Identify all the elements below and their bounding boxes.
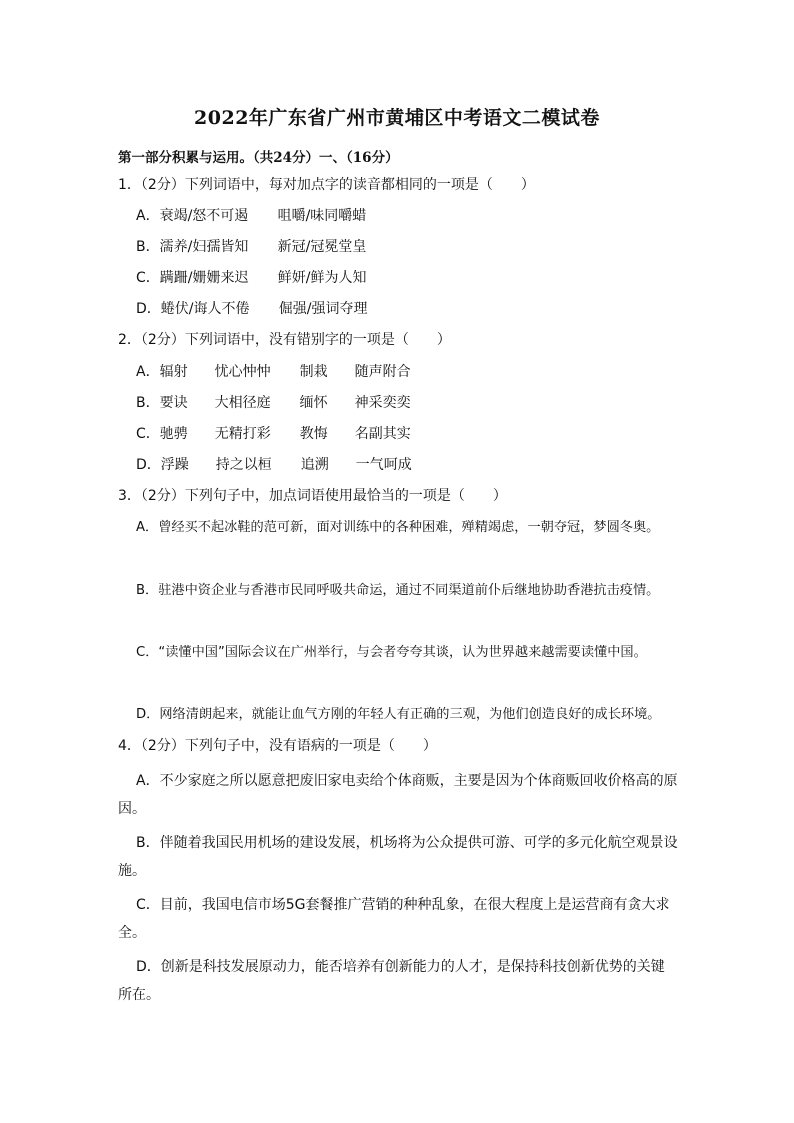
word: 持之以桓: [215, 457, 272, 473]
word: 驰骋: [159, 426, 188, 442]
question-3-option-c: C．“读懂中国”国际会议在广州举行，与会者夸夸其谈，认为世界越来越需要读懂中国。: [136, 645, 647, 660]
question-2-option-c: [136, 424, 411, 444]
word-pair: 倔强/强词夺理: [278, 301, 368, 317]
word-pair: 衰竭/怒不可遏: [159, 208, 249, 224]
word: 辐射: [159, 364, 188, 380]
question-1-option-d: [136, 299, 368, 319]
question-2-stem: 2．（2分）下列词语中，没有错别字的一项是（ ）: [118, 332, 451, 348]
word: 浮躁: [160, 457, 189, 473]
option-label: D．: [136, 301, 161, 317]
page-title: 2022年广东省广州市黄埔区中考语文二模试卷: [194, 107, 600, 129]
word: 随声附合: [354, 364, 411, 380]
question-4-option-a: A．不少家庭之所以愿意把废旧家电卖给个体商贩，主要是因为个体商贩回收价格高的原因。: [118, 773, 678, 817]
section-heading: 第一部分积累与运用。（共24分）一、（16分）: [118, 150, 399, 166]
word-pair: 新冠/冠冕堂皇: [277, 239, 367, 255]
word: 要诀: [159, 395, 188, 411]
question-1-option-b: [136, 237, 366, 257]
word: 忧心忡忡: [214, 364, 271, 380]
word-pair: 濡养/妇孺皆知: [159, 239, 249, 255]
option-label: A．: [136, 208, 160, 224]
word-pair: 咀嚼/味同嚼蜡: [277, 208, 367, 224]
word-pair: 鲜妍/鲜为人知: [277, 270, 367, 286]
question-1-option-a: [136, 206, 366, 226]
word: 制栽: [299, 364, 328, 380]
word: 教悔: [299, 426, 328, 442]
question-1-option-c: [136, 268, 367, 288]
word: 追溯: [300, 457, 329, 473]
question-4-option-c: C．目前，我国电信市场5G套餐推广营销的种种乱象，在很大程度上是运营商有贪大求全。: [118, 897, 670, 941]
question-2-option-a: [136, 362, 411, 382]
question-3-option-d: D．网络清朗起来，就能让血气方刚的年轻人有正确的三观，为他们创造良好的成长环境。: [136, 707, 661, 722]
question-4-option-d: D．创新是科技发展原动力，能否培养有创新能力的人才，是保持科技创新优势的关键所在。: [118, 959, 665, 1003]
option-label: C．: [136, 270, 160, 286]
option-label: B．: [136, 239, 160, 255]
question-3-option-b: B．驻港中资企业与香港市民同呼吸共命运，通过不同渠道前仆后继地协助香港抗击疫情。: [136, 583, 660, 598]
word: 无精打彩: [214, 426, 271, 442]
option-label: B．: [136, 395, 160, 411]
question-2-option-b: [136, 393, 411, 413]
question-4-stem: 4．（2分）下列句子中，没有语病的一项是（ ）: [118, 738, 437, 754]
word-pair: 蹒跚/姗姗来迟: [159, 270, 249, 286]
option-label: D．: [136, 457, 161, 473]
word: 一气呵成: [355, 457, 412, 473]
word: 名副其实: [354, 426, 411, 442]
question-3-stem: 3．（2分）下列句子中，加点词语使用最恰当的一项是（ ）: [118, 488, 507, 504]
question-4-option-b: B．伴随着我国民用机场的建设发展，机场将为公众提供可游、可学的多元化航空观景设施。: [118, 835, 678, 879]
option-label: A．: [136, 364, 160, 380]
word-pair: 蜷伏/诲人不倦: [160, 301, 250, 317]
question-2-option-d: [136, 455, 412, 475]
word: 神采奕奕: [354, 395, 411, 411]
word: 大相径庭: [214, 395, 271, 411]
question-1-stem: 1．（2分）下列词语中，每对加点字的读音都相同的一项是（ ）: [118, 177, 535, 193]
question-3-option-a: A．曾经买不起冰鞋的范可新，面对训练中的各种困难，殚精竭虑，一朝夺冠，梦圆冬奥。: [136, 520, 660, 535]
option-label: C．: [136, 426, 160, 442]
word: 缅怀: [299, 395, 328, 411]
